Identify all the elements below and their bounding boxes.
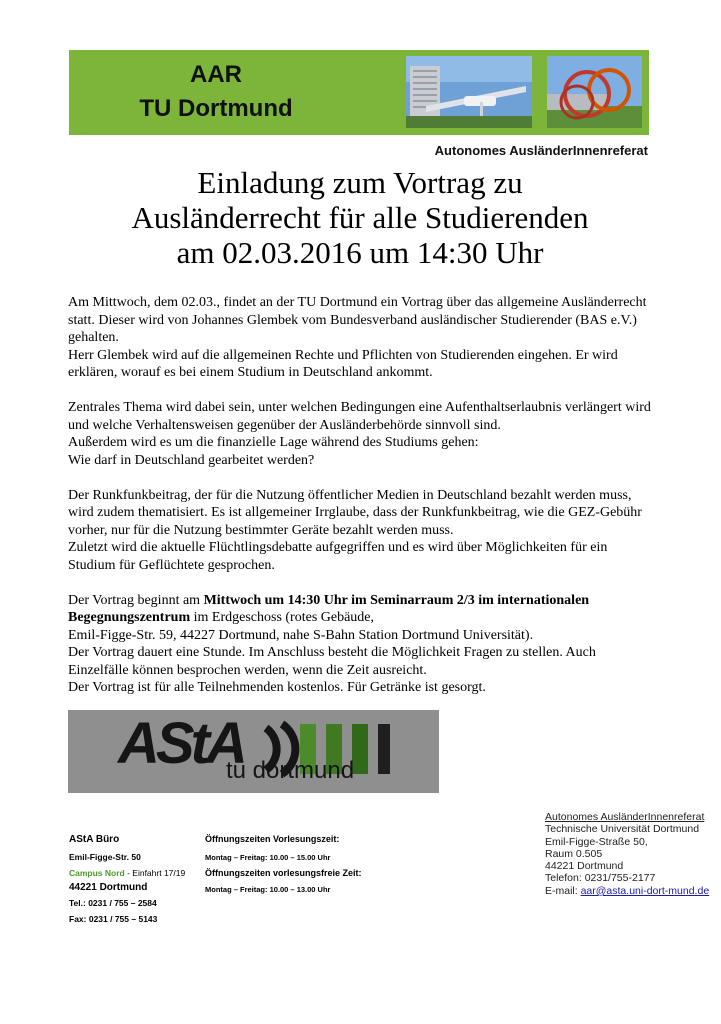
paragraph-details <box>68 592 658 697</box>
referat-header: Autonomes AusländerInnenreferat <box>434 143 648 158</box>
asta-wordmark: AStA <box>118 711 244 776</box>
title-line3: am 02.03.2016 um 14:30 Uhr <box>176 235 544 270</box>
topics-text: Zentrales Thema wird dabei sein, unter welchen Bedingungen eine Aufenthaltserlaubnis verlängert wird und welche Verhaltensweisen gegenüber der Ausländerbehörde sinnvoll sind. <box>68 400 651 433</box>
broadcast-text: Der Runkfunkbeitrag, der für die Nutzung öffentlicher Medien in Deutschland bezahlt werden muss, wird zudem thematisiert. Es ist allgemeiner Irrglaube, dass der Runkfunkbeitrag, wie die GEZ-Gebühr vorher, nur für die Nutzung bestimmter Geräte bezahlt werden muss. <box>68 487 642 538</box>
hours-term: Montag – Freitag: 10.00 – 15.00 Uhr <box>205 853 331 862</box>
asta-subtitle: tu dortmund <box>226 757 355 784</box>
intro-text: Am Mittwoch, dem 02.03., findet an der TU Dortmund ein Vortrag über das allgemeine Ausländerrecht statt. Dieser wird von Johannes Glembek vom Bundesverband ausländischer Studierender (BAS e.V.) gehalten. <box>68 295 647 345</box>
office-phone: Tel.: 0231 / 755 – 2584 <box>69 898 157 908</box>
campus-label: Campus Nord <box>69 868 125 878</box>
paragraph-broadcast <box>68 487 658 575</box>
office-city: 44221 Dortmund <box>69 882 148 893</box>
campus-sculpture-photo <box>547 56 642 128</box>
aar-street: Emil-Figge-Straße 50, <box>545 835 648 848</box>
hours-break-heading: Öffnungszeiten vorlesungsfreie Zeit: <box>205 868 362 878</box>
aar-room: Raum 0.505 <box>545 847 603 860</box>
campus-hbahn-photo <box>406 56 532 128</box>
hours-term-heading: Öffnungszeiten Vorlesungszeit: <box>205 834 340 844</box>
aar-university: Technische Universität Dortmund <box>545 823 700 836</box>
paragraph-intro <box>68 294 658 382</box>
details-address: Emil-Figge-Str. 59, 44227 Dortmund, nahe S-Bahn Station Dortmund Universität). <box>68 627 534 643</box>
aar-contact <box>545 811 721 897</box>
aar-phone: Telefon: 0231/755-2177 <box>545 872 656 885</box>
paragraph-topics <box>68 399 658 469</box>
office-street: Emil-Figge-Str. 50 <box>69 852 141 862</box>
topics-work: Wie darf in Deutschland gearbeitet werden? <box>68 452 315 468</box>
details-pre: Der Vortrag beginnt am <box>68 592 204 608</box>
details-free: Der Vortrag ist für alle Teilnehmenden kostenlos. Für Getränke ist gesorgt. <box>68 680 486 695</box>
org-name-line1: AAR <box>190 61 242 88</box>
office-fax: Fax: 0231 / 755 – 5143 <box>69 914 158 924</box>
details-duration: Der Vortrag dauert eine Stunde. Im Anschluss besteht die Möglichkeit Fragen zu stellen. Auch Einzelfälle können besprochen werden, wenn die Zeit ausreicht. <box>68 645 596 678</box>
title-line2: Ausländerrecht für alle Studierenden <box>131 200 589 235</box>
invitation-body <box>68 294 658 697</box>
refugee-text: Zuletzt wird die aktuelle Flüchtlingsdebatte aufgegriffen und es wird über Möglichkeiten für ein Studium für Geflüchtete gesprochen. <box>68 540 608 573</box>
campus-entrance: - Einfahrt 17/19 <box>124 868 186 878</box>
page-title <box>60 165 660 270</box>
details-time-location: Mittwoch um 14:30 Uhr im Seminarraum 2/3 im internationalen Begegnungszentrum <box>68 592 590 625</box>
aar-email-row <box>545 885 721 897</box>
office-heading: AStA Büro <box>69 834 120 845</box>
title-line1: Einladung zum Vortrag zu <box>197 165 523 200</box>
details-post: im Erdgeschoss (rotes Gebäude, <box>190 610 375 625</box>
aar-city: 44221 Dortmund <box>545 860 624 873</box>
topics-finance: Außerdem wird es um die finanzielle Lage während des Studiums gehen: <box>68 435 479 450</box>
hours-break: Montag – Freitag: 10.00 – 13.00 Uhr <box>205 885 331 894</box>
org-name <box>131 58 301 126</box>
header-banner <box>69 50 649 135</box>
aar-email-link[interactable]: aar@asta.uni-dort-mund.de <box>580 884 710 897</box>
asta-logo <box>68 710 439 793</box>
office-campus <box>69 868 185 878</box>
intro-speaker: Herr Glembek wird auf die allgemeinen Rechte und Pflichten von Studierenden eingehen. Er wird erklären, worauf es bei einem Studium in Deutschland ankommt. <box>68 347 618 380</box>
aar-email-label: E-mail: <box>545 884 581 897</box>
aar-name: Autonomes AusländerInnenreferat <box>545 811 705 823</box>
org-name-line2: TU Dortmund <box>139 95 293 122</box>
